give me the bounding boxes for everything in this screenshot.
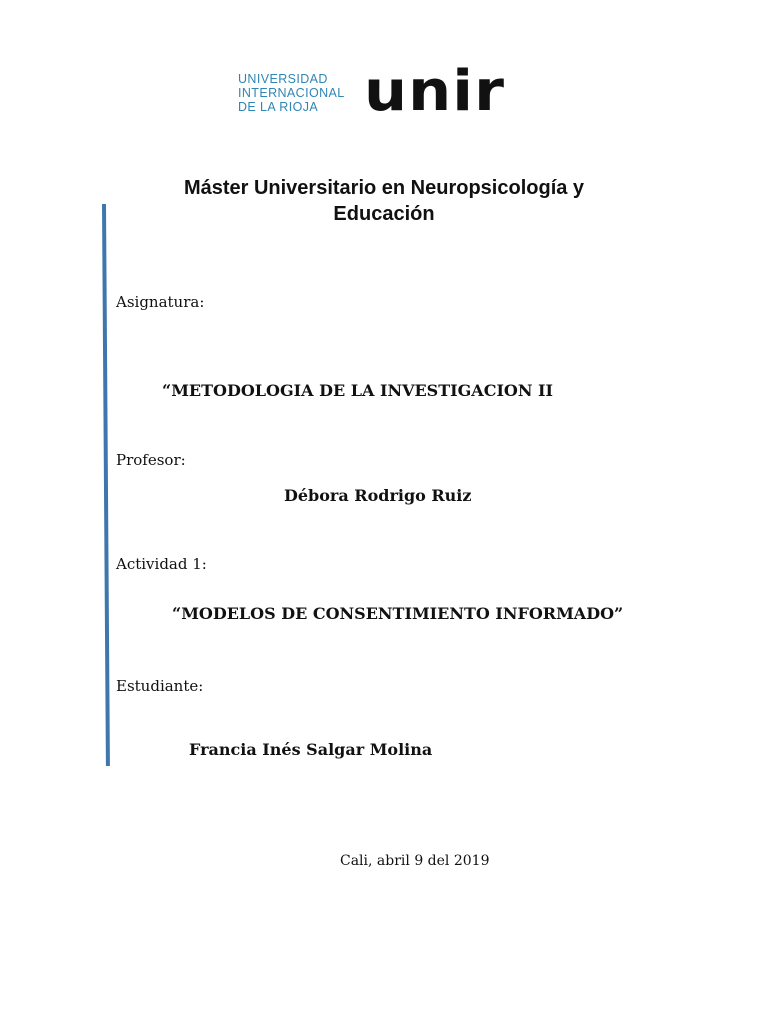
logo-word-line: INTERNACIONAL: [238, 86, 345, 100]
estudiante-value: Francia Inés Salgar Molina: [189, 740, 433, 759]
unir-logo: [230, 50, 550, 130]
university-name-wordmark: [238, 72, 345, 114]
title-line-2: Educación: [333, 203, 435, 225]
profesor-value: Débora Rodrigo Ruiz: [284, 486, 472, 505]
profesor-label: Profesor:: [116, 451, 186, 469]
logo-word-line: DE LA RIOJA: [238, 100, 319, 114]
place-date: Cali, abril 9 del 2019: [340, 853, 490, 869]
asignatura-value: “METODOLOGIA DE LA INVESTIGACION II: [162, 381, 554, 400]
title-line-1: Máster Universitario en Neuropsicología y: [183, 177, 585, 199]
actividad-label: Actividad 1:: [116, 555, 207, 573]
unir-logo-mark: unir: [364, 59, 505, 124]
page-title: [120, 175, 648, 227]
accent-vertical-line: [102, 204, 110, 766]
estudiante-label: Estudiante:: [116, 677, 204, 695]
asignatura-label: Asignatura:: [116, 293, 205, 311]
logo-word-line: UNIVERSIDAD: [238, 72, 328, 86]
actividad-value: “MODELOS DE CONSENTIMIENTO INFORMADO”: [172, 604, 624, 623]
